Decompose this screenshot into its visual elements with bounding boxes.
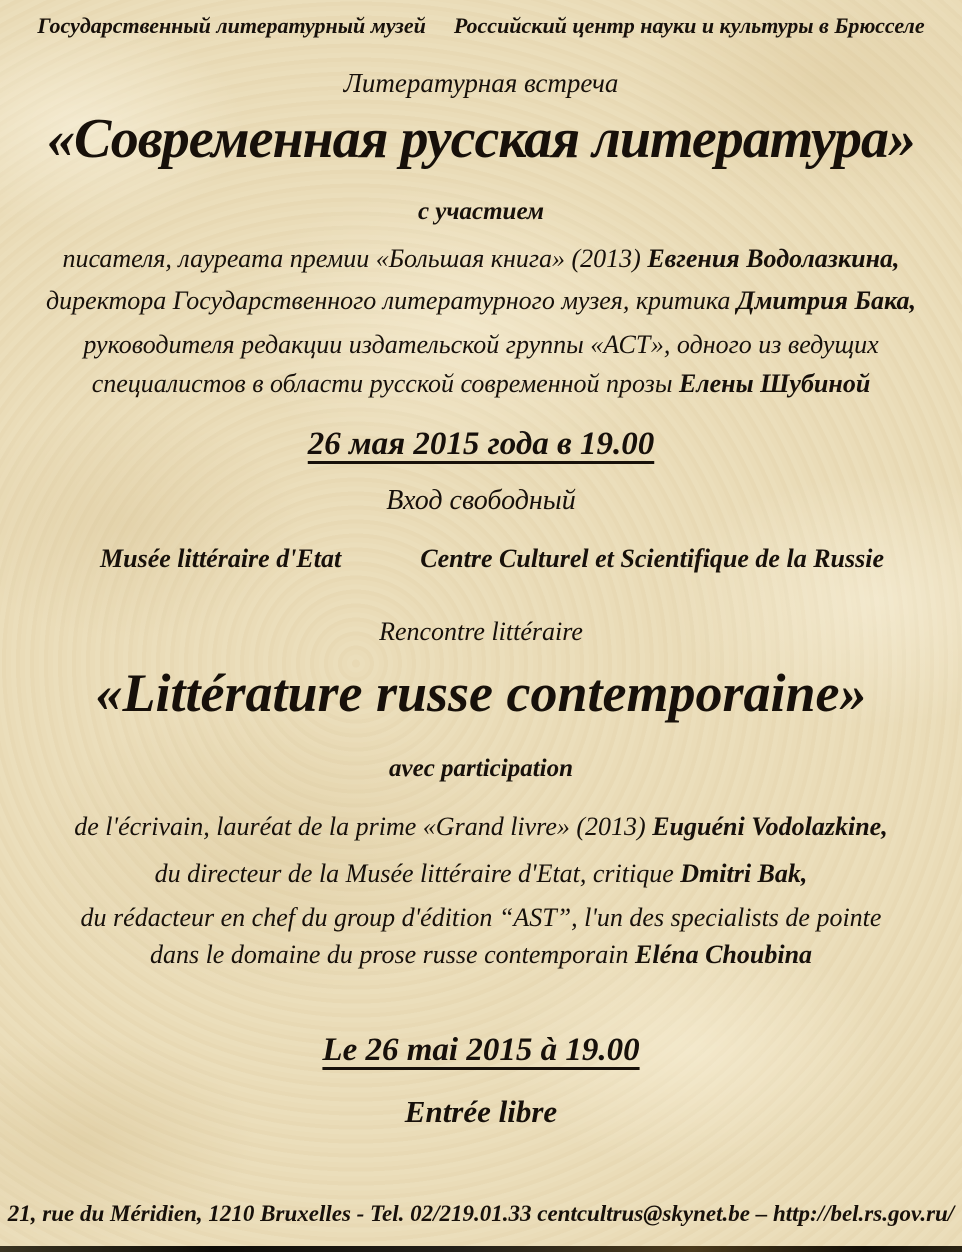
footer-contact-line: 21, rue du Méridien, 1210 Bruxelles - Tel. 02/219.01.33 centcultrus@skynet.be – http://bel.rs.gov.ru/ [7,1201,955,1226]
participant-line [0,899,962,936]
participants-fr [0,808,962,973]
participant-name: Елены Шубиной [678,369,871,398]
participant-text: dans le domaine du prose russe contemporain [149,940,636,969]
participant-line [0,239,962,278]
participant-line [0,936,962,973]
admission-ru: Вход свободный [386,485,576,516]
participant-text: du rédacteur en chef du group d'édition “AST”, l'un des specialists de pointe [80,903,882,932]
organizations-fr [0,544,962,574]
org-name-ru-center: Российский центр науки и культуры в Брюсселе [453,13,925,38]
participant-line [0,808,962,845]
header-organizations [0,0,962,39]
with-participation-fr: avec participation [389,755,573,782]
participant-line [0,325,962,364]
participant-line [0,364,962,403]
participant-name: Евгения Водолазкина, [647,244,900,273]
participant-text: специалистов в области русской современной прозы [91,369,679,398]
participant-text: du directeur de la Musée littéraire d'Etat, critique [154,859,681,888]
event-datetime-fr: Le 26 mai 2015 à 19.00 [322,1032,640,1068]
participants-ru [0,239,962,403]
participant-text: писателя, лауреата премии «Большая книга» (2013) [62,244,648,273]
admission-fr: Entrée libre [404,1094,558,1129]
participant-name: Дмитрия Бака, [736,286,916,315]
with-participation-ru: с участием [417,198,545,225]
participant-line [0,855,962,892]
org-name-ru-museum: Государственный литературный музей [37,13,426,38]
event-type-fr: Rencontre littéraire [379,617,583,646]
participant-text: de l'écrivain, lauréat de la prime «Grand livre» (2013) [74,812,653,841]
event-datetime-ru: 26 мая 2015 года в 19.00 [307,426,655,462]
participant-name: Euguéni Vodolazkine, [652,812,888,841]
org-name-fr-center: Centre Culturel et Scientifique de la Russie [420,544,884,573]
participant-text: руководителя редакции издательской группы «АСТ», одного из ведущих [83,330,879,359]
participant-name: Eléna Choubina [635,940,813,969]
participant-text: директора Государственного литературного музея, критика [46,286,737,315]
scan-bottom-edge [0,1246,962,1252]
participant-name: Dmitri Bak, [680,859,808,888]
participant-line [0,281,962,320]
org-name-fr-museum: Musée littéraire d'Etat [100,544,342,573]
event-title-ru: «Современная русская литература» [47,108,915,170]
event-type-ru: Литературная встреча [343,68,619,98]
event-title-fr: «Littérature russe contemporaine» [95,663,867,723]
